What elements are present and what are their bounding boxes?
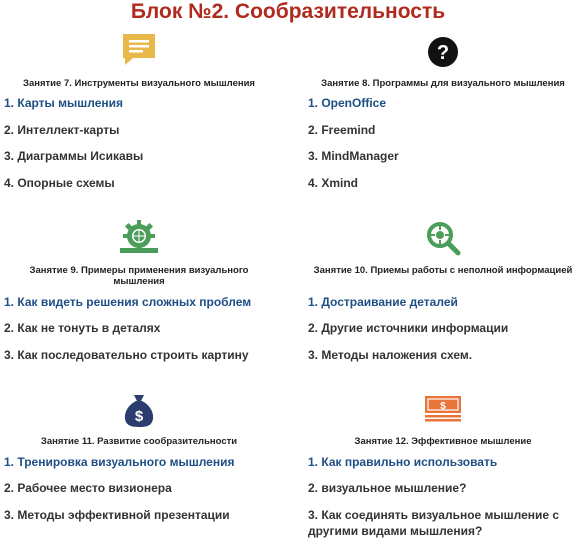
list-item: 2. Другие источники информации	[308, 321, 509, 335]
list-item: 4. Опорные схемы	[4, 176, 115, 190]
question-icon	[308, 36, 576, 76]
lesson-heading: Занятие 12. Эффективное мышление	[354, 436, 532, 447]
list-item: 3. Диаграммы Исикавы	[4, 149, 144, 163]
list-item: 2. визуальное мышление?	[308, 481, 467, 495]
list-item[interactable]: 1. Тренировка визуального мышления	[4, 455, 235, 469]
list-item: 3. MindManager	[308, 149, 399, 163]
list-item: 3. Методы эффективной презентации	[4, 508, 230, 522]
svg-text:$: $	[440, 401, 446, 412]
list-item[interactable]: 1. Карты мышления	[4, 96, 124, 110]
page-title: Блок №2. Сообразительность	[130, 0, 446, 23]
lesson-heading: Занятие 8. Программы для визуального мышления	[321, 78, 565, 89]
lesson-heading: Занятие 10. Приемы работы с неполной информацией	[313, 265, 573, 276]
svg-text:$: $	[134, 408, 144, 425]
magnifier-icon	[308, 220, 576, 260]
list-item[interactable]: 1. Как правильно использовать	[308, 455, 498, 469]
list-item[interactable]: 1. OpenOffice	[308, 96, 387, 110]
chat-icon	[4, 30, 274, 70]
lesson-heading: Занятие 7. Инструменты визуального мышления	[23, 78, 255, 89]
list-item[interactable]: 1. Как видеть решения сложных проблем	[4, 295, 252, 309]
list-item: 2. Интеллект-карты	[4, 123, 120, 137]
list-item: 3. Как последовательно строить картину	[4, 348, 249, 362]
lesson-heading: Занятие 11. Развитие сообразительности	[40, 436, 238, 447]
list-item: 4. Xmind	[308, 176, 359, 190]
gear-globe-icon	[4, 218, 274, 258]
list-item: 2. Рабочее место визионера	[4, 481, 172, 495]
list-item: 2. Freemind	[308, 123, 376, 137]
list-item: 3. Методы наложения схем.	[308, 348, 473, 362]
list-item: 3. Как соединять визуальное мышление с другими видами мышления?	[308, 508, 560, 538]
list-item: 2. Как не тонуть в деталях	[4, 321, 161, 335]
money-bag-icon	[4, 392, 274, 432]
money-stack-icon	[308, 394, 576, 434]
svg-text:?: ?	[436, 42, 450, 64]
lesson-heading: Занятие 9. Примеры применения визуального мышления	[29, 265, 249, 287]
list-item[interactable]: 1. Достраивание деталей	[308, 295, 458, 309]
